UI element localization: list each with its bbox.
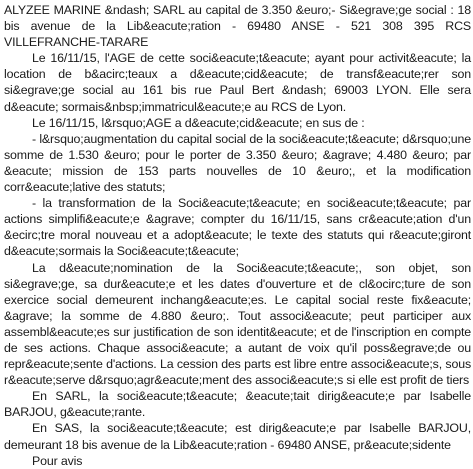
notice-paragraph-terms: La d&eacute;nomination de la Soci&eacute;t&eacute;, son objet, son si&egrave;ge, sa dur&eacute;e et les dates d'ouverture et de cl&ocirc;ture de son exercice social demeurent inchang&eacute;es. Le capital social reste fix&eacute; &agrave; la somme de 4.880 &euro;. Tout associ&eacute; peut participer aux assembl&eacute;es sur justification de son identit&eacute; et de l'inscription en compte de ses actions. Chaque associ&eacute; a autant de voix qu'il poss&egrave;de ou repr&eacute;sente d'actions. La cession des parts est libre entre associ&eacute;s, sous r&eacute;serve d&rsquo;agr&eacute;ment des associ&eacute;s si elle est profit de tiers [4, 260, 471, 388]
notice-header: ALYZEE MARINE &ndash; SARL au capital de 3.350 &euro;- Si&egrave;ge social : 18 bis avenue de la Lib&eacute;ration - 69480 ANSE - 521 308 395 RCS VILLEFRANCHE-TARARE [4, 3, 471, 50]
notice-paragraph-capital-increase: - l&rsquo;augmentation du capital social de la soci&eacute;t&eacute; d&rsquo;une somme de 1.530 &euro; pour le porter de 3.350 &euro; &agrave; 4.480 &euro; par &eacute; mission de 153 parts nouvelles de 10 &euro;, et la modification corr&eacute;lative des statuts; [4, 131, 471, 195]
notice-closing: Pour avis [32, 453, 83, 468]
notice-paragraph-transfer: Le 16/11/15, l'AGE de cette soci&eacute;t&eacute; ayant pour activit&eacute; la location de b&acirc;teaux a d&eacute;cid&eacute; de transf&eacute;rer son si&egrave;ge social au 161 bis rue Paul Bert &ndash; 69003 LYON. Elle sera d&eacute; sormais&nbsp;immatricul&eacute;e au RCS de Lyon. [4, 51, 471, 114]
notice-paragraph-sarl-management: En SARL, la soci&eacute;t&eacute; &eacute;tait dirig&eacute;e par Isabelle BARJOU, g&eacute;rante. [4, 389, 471, 420]
legal-notice [4, 2, 471, 469]
notice-paragraph-sas-management: En SAS, la soci&eacute;t&eacute; est dirig&eacute;e par Isabelle BARJOU, demeurant 18 bis avenue de la Lib&eacute;ration - 69480 ANSE, pr&eacute;sidente [4, 421, 471, 452]
notice-paragraph-age-intro: Le 16/11/15, l&rsquo;AGE a d&eacute;cid&eacute; en sus de : [32, 115, 365, 130]
notice-paragraph-transformation: - la transformation de la Soci&eacute;t&eacute; en soci&eacute;t&eacute; par actions simplifi&eacute;e &agrave; compter du 16/11/15, sans cr&eacute;ation d'un &ecirc;tre moral nouveau et a adopt&eacute; le texte des statuts qui r&eacute;giront d&eacute;sormais la Soci&eacute;t&eacute; [4, 196, 471, 259]
